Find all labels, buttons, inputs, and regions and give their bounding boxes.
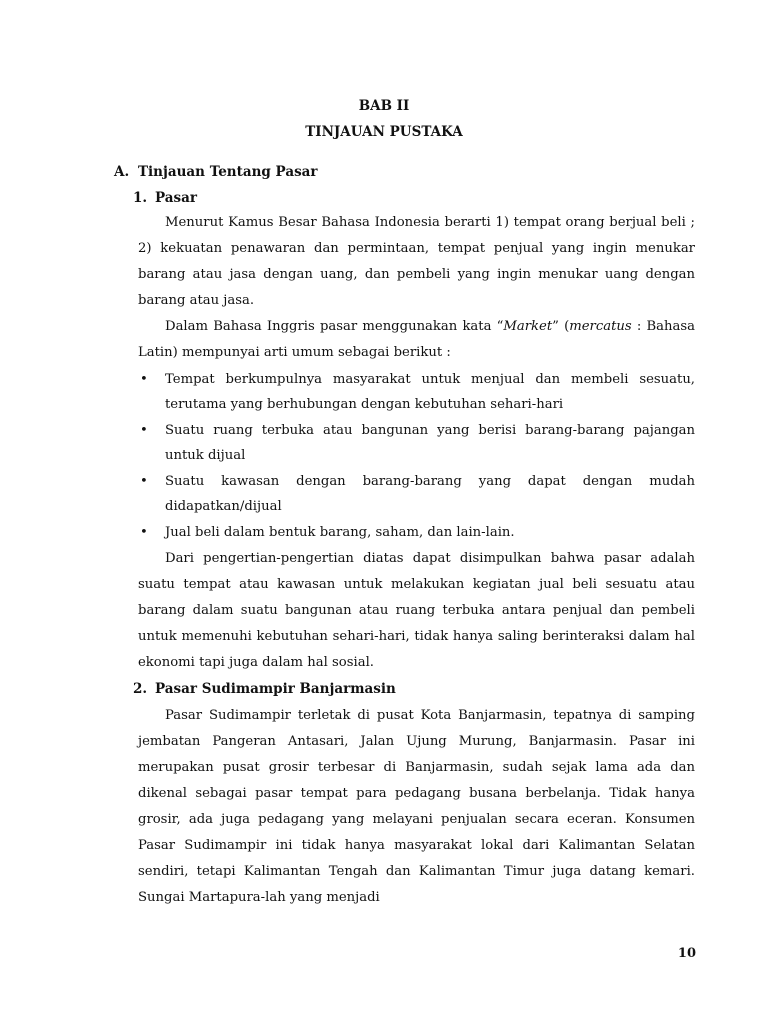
italic-term-mercatus: mercatus xyxy=(569,319,632,334)
bullet-icon: • xyxy=(140,372,148,387)
bullet-icon: • xyxy=(140,525,148,540)
subsection-1-title: Pasar xyxy=(155,190,197,206)
list-item-text: Suatu ruang terbuka atau bangunan yang berisi barang-barang pajangan untuk dijual xyxy=(165,423,695,463)
subsection-1-heading xyxy=(133,190,197,206)
chapter-label: BAB II xyxy=(358,98,410,114)
paragraph-text: : Bahasa Latin) mempunyai arti umum sebagai berikut : xyxy=(138,319,695,360)
italic-term-market: Market xyxy=(503,319,553,334)
list-item-text: Tempat berkumpulnya masyarakat untuk menjual dan membeli sesuatu, terutama yang berhubungan dengan kebutuhan sehari-hari xyxy=(165,372,695,412)
paragraph-sudimampir: Pasar Sudimampir terletak di pusat Kota Banjarmasin, tepatnya di samping jembatan Pangeran Antasari, Jalan Ujung Murung, Banjarmasin. Pasar ini merupakan pusat grosir terbesar di Banjarmasin, sudah sejak lama ada dan dikenal sebagai pasar tempat para pedagang busana berbelanja. Tidak hanya grosir, ada juga pedagang yang melayani penjualan secara eceran. Konsumen Pasar Sudimampir ini tidak hanya masyarakat lokal dari Kalimantan Selatan sendiri, tetapi Kalimantan Tengah dan Kalimantan Timur juga datang kemari. Sungai Martapura-lah yang menjadi xyxy=(138,708,695,905)
subsection-2-label: 2. xyxy=(133,681,148,697)
section-a-label: A. xyxy=(114,164,130,180)
list-item-text: Suatu kawasan dengan barang-barang yang dapat dengan mudah didapatkan/dijual xyxy=(165,474,695,514)
subsection-1-label: 1. xyxy=(133,190,148,206)
chapter-title: TINJAUAN PUSTAKA xyxy=(305,124,463,140)
subsection-2-title: Pasar Sudimampir Banjarmasin xyxy=(155,681,396,697)
paragraph-text: Dalam Bahasa Inggris pasar menggunakan kata “ xyxy=(165,319,504,334)
paragraph-text: ” ( xyxy=(552,319,570,334)
paragraph-conclusion: Dari pengertian-pengertian diatas dapat disimpulkan bahwa pasar adalah suatu tempat atau kawasan untuk melakukan kegiatan jual beli sesuatu atau barang dalam suatu bangunan atau ruang terbuka antara penjual dan pembeli untuk memenuhi kebutuhan sehari-hari, tidak hanya saling berinteraksi dalam hal ekonomi tapi juga dalam hal sosial. xyxy=(138,551,695,670)
paragraph-definition-english xyxy=(138,314,695,366)
section-a-heading xyxy=(114,164,318,180)
page-number: 10 xyxy=(677,946,696,961)
list-item xyxy=(138,469,695,519)
paragraph-definition-kbbi: Menurut Kamus Besar Bahasa Indonesia berarti 1) tempat orang berjual beli ; 2) kekuatan penawaran dan permintaan, tempat penjual yang ingin menukar barang atau jasa dengan uang, dan pembeli yang ingin menukar uang dengan barang atau jasa. xyxy=(138,215,695,308)
bullet-icon: • xyxy=(140,474,148,489)
subsection-2-heading xyxy=(133,681,396,697)
list-item xyxy=(138,520,695,545)
list-item xyxy=(138,367,695,417)
list-item xyxy=(138,418,695,468)
section-a-title: Tinjauan Tentang Pasar xyxy=(138,164,318,180)
bullet-icon: • xyxy=(140,423,148,438)
list-item-text: Jual beli dalam bentuk barang, saham, dan lain-lain. xyxy=(165,525,515,540)
bullet-list xyxy=(138,367,695,546)
